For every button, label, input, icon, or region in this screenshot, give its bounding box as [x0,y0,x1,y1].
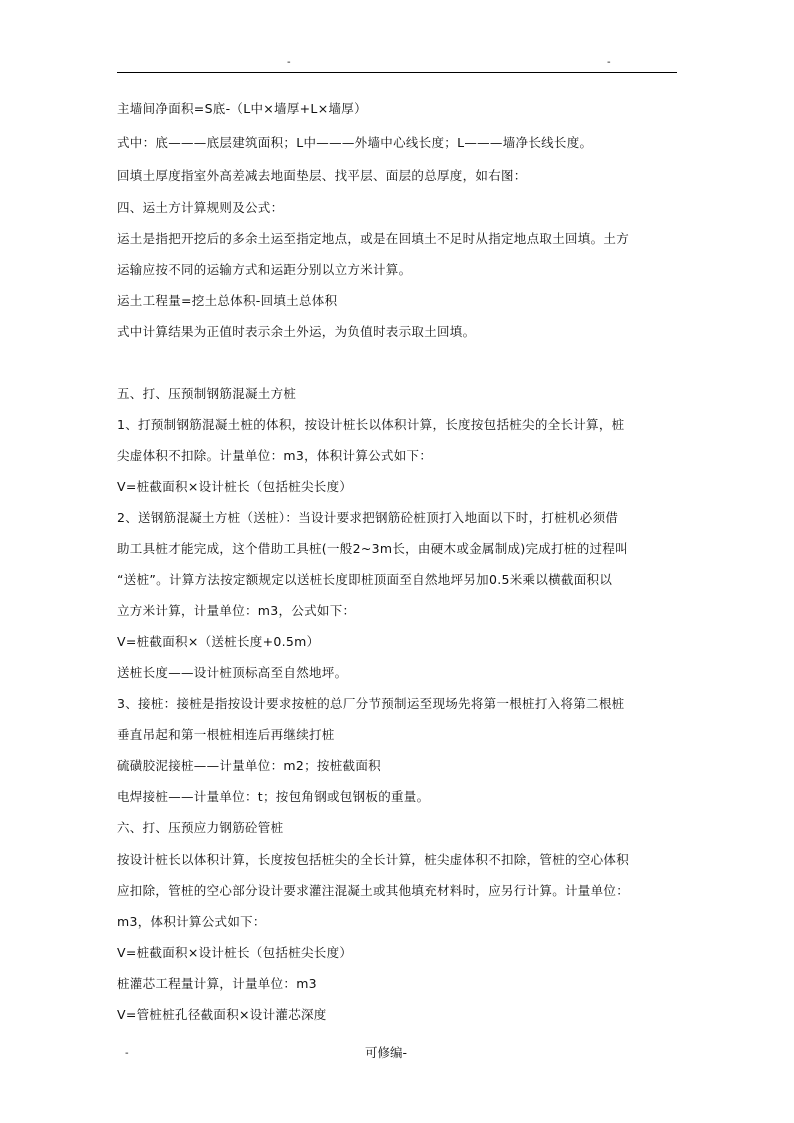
text-line: 2、送钢筋混凝土方桩（送桩）：当设计要求把钢筋砼桩顶打入地面以下时，打桩机必须借 [117,510,619,525]
formula-line: V=桩截面积×（送桩长度+0.5m） [117,634,320,649]
section-heading: 四、运土方计算规则及公式： [117,200,284,215]
text-line: 运土是指把开挖后的多余土运至指定地点，或是在回填土不足时从指定地点取土回填。土方 [117,231,630,246]
text-line: 应扣除，管桩的空心部分设计要求灌注混凝土或其他填充材料时，应另行计算。计量单位： [117,883,630,898]
text-line: “送桩”。计算方法按定额规定以送桩长度即桩顶面至自然地坪另加0.5米乘以横截面积以 [117,572,613,587]
text-line: m3，体积计算公式如下： [117,914,266,929]
formula-line: V=管桩桩孔径截面积×设计灌芯深度 [117,1007,327,1022]
section-heading: 五、打、压预制钢筋混凝土方桩 [117,386,297,401]
header-left-mark: - [287,57,291,68]
section-heading: 六、打、压预应力钢筋砼管桩 [117,820,284,835]
formula-line: V=桩截面积×设计桩长（包括桩尖长度） [117,479,353,494]
formula-line: 运土工程量=挖土总体积-回填土总体积 [117,293,338,308]
text-line: 式中计算结果为正值时表示余土外运，为负值时表示取土回填。 [117,324,476,339]
text-line: 1、打预制钢筋混凝土桩的体积，按设计桩长以体积计算，长度按包括桩尖的全长计算，桩 [117,417,625,432]
text-line: 3、接桩：接桩是指按设计要求按桩的总厂分节预制运至现场先将第一根桩打入将第二根桩 [117,696,625,711]
text-line: 桩灌芯工程量计算，计量单位：m3 [117,976,317,991]
text-line: 运输应按不同的运输方式和运距分别以立方米计算。 [117,262,412,277]
text-line: 送桩长度——设计桩顶标高至自然地坪。 [117,665,348,680]
text-line: 回填土厚度指室外高差减去地面垫层、找平层、面层的总厚度，如右图： [117,168,527,183]
text-line: 垂直吊起和第一根桩相连后再继续打桩 [117,727,335,742]
footer-text: 可修编- [365,1045,408,1060]
text-line: 助工具桩才能完成，这个借助工具桩(一般2~3m长，由硬木或金属制成)完成打桩的过程叫 [117,541,628,556]
text-line: 硫磺胶泥接桩——计量单位：m2；按桩截面积 [117,758,381,773]
text-line: 按设计桩长以体积计算，长度按包括桩尖的全长计算，桩尖虚体积不扣除，管桩的空心体积 [117,852,630,867]
text-line: 尖虚体积不扣除。计量单位：m3，体积计算公式如下： [117,448,433,463]
header-right-mark: - [607,57,611,68]
page-header-rule [117,57,677,73]
text-line: 主墙间净面积=S底-（L中×墙厚+L×墙厚） [117,101,367,116]
formula-line: V=桩截面积×设计桩长（包括桩尖长度） [117,945,353,960]
text-line: 式中：底———底层建筑面积；L中———外墙中心线长度；L———墙净长线长度。 [117,135,593,150]
text-line: 立方米计算，计量单位：m3，公式如下： [117,603,356,618]
text-line: 电焊接桩——计量单位：t；按包角钢或包钢板的重量。 [117,789,430,804]
footer-dash: - [125,1048,129,1059]
